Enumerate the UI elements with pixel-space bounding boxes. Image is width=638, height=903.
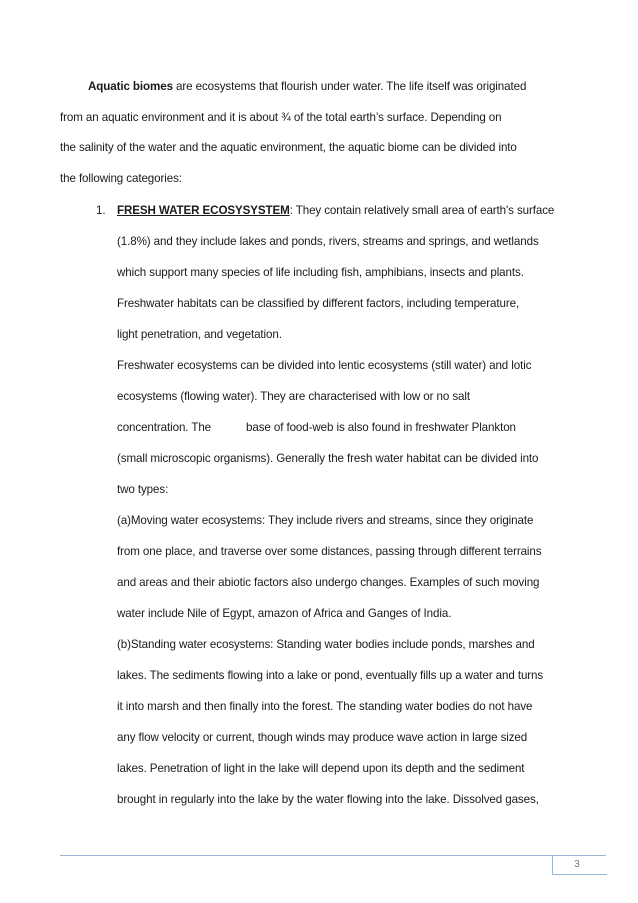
moving-water-line-2: from one place, and traverse over some distances, passing through different terrains bbox=[117, 545, 542, 558]
item1-line-5: light penetration, and vegetation. bbox=[117, 328, 282, 341]
list-number-1: 1. bbox=[96, 204, 106, 217]
intro-line-2: from an aquatic environment and it is about ¾ of the total earth’s surface. Depending on bbox=[60, 111, 502, 124]
intro-line-4: the following categories: bbox=[60, 172, 182, 185]
standing-water-line-1: (b)Standing water ecosystems: Standing water bodies include ponds, marshes and bbox=[117, 638, 535, 651]
moving-water-line-4: water include Nile of Egypt, amazon of Africa and Ganges of India. bbox=[117, 607, 452, 620]
footer-rule bbox=[60, 855, 606, 856]
item1-line-2: (1.8%) and they include lakes and ponds, rivers, streams and springs, and wetlands bbox=[117, 235, 539, 248]
item1-line-1: FRESH WATER ECOSYSYSTEM: They contain relatively small area of earth's surface bbox=[117, 204, 555, 217]
standing-water-line-3: it into marsh and then finally into the forest. The standing water bodies do not have bbox=[117, 700, 533, 713]
standing-water-line-2: lakes. The sediments flowing into a lake or pond, eventually fills up a water and turns bbox=[117, 669, 544, 682]
standing-water-line-4: any flow velocity or current, though winds may produce wave action in large sized bbox=[117, 731, 528, 744]
fresh-water-heading: FRESH WATER ECOSYSYSTEM bbox=[117, 204, 290, 217]
standing-water-line-6: brought in regularly into the lake by the water flowing into the lake. Dissolved gases, bbox=[117, 793, 539, 806]
item1-line-10: two types: bbox=[117, 483, 169, 496]
item1-line-9: (small microscopic organisms). Generally the fresh water habitat can be divided into bbox=[117, 452, 539, 465]
moving-water-line-1: (a)Moving water ecosystems: They include rivers and streams, since they originate bbox=[117, 514, 534, 527]
moving-water-line-3: and areas and their abiotic factors also undergo changes. Examples of such moving bbox=[117, 576, 540, 589]
item1-line-8b: base of food-web is also found in freshwater Plankton bbox=[246, 421, 516, 434]
standing-water-line-5: lakes. Penetration of light in the lake will depend upon its depth and the sediment bbox=[117, 762, 525, 775]
page-number: 3 bbox=[574, 859, 580, 870]
item1-line-3: which support many species of life including fish, amphibians, insects and plants. bbox=[117, 266, 524, 279]
intro-line-3: the salinity of the water and the aquatic environment, the aquatic biome can be divided into bbox=[60, 141, 517, 154]
aquatic-biomes-term: Aquatic biomes bbox=[88, 80, 173, 93]
item1-line-7: ecosystems (flowing water). They are characterised with low or no salt bbox=[117, 390, 470, 403]
item1-line-4: Freshwater habitats can be classified by different factors, including temperature, bbox=[117, 297, 520, 310]
intro-line-1: Aquatic biomes are ecosystems that flourish under water. The life itself was originated bbox=[88, 80, 527, 93]
item1-line-6: Freshwater ecosystems can be divided into lentic ecosystems (still water) and lotic bbox=[117, 359, 532, 372]
item1-line-8a: concentration. The bbox=[117, 421, 212, 434]
